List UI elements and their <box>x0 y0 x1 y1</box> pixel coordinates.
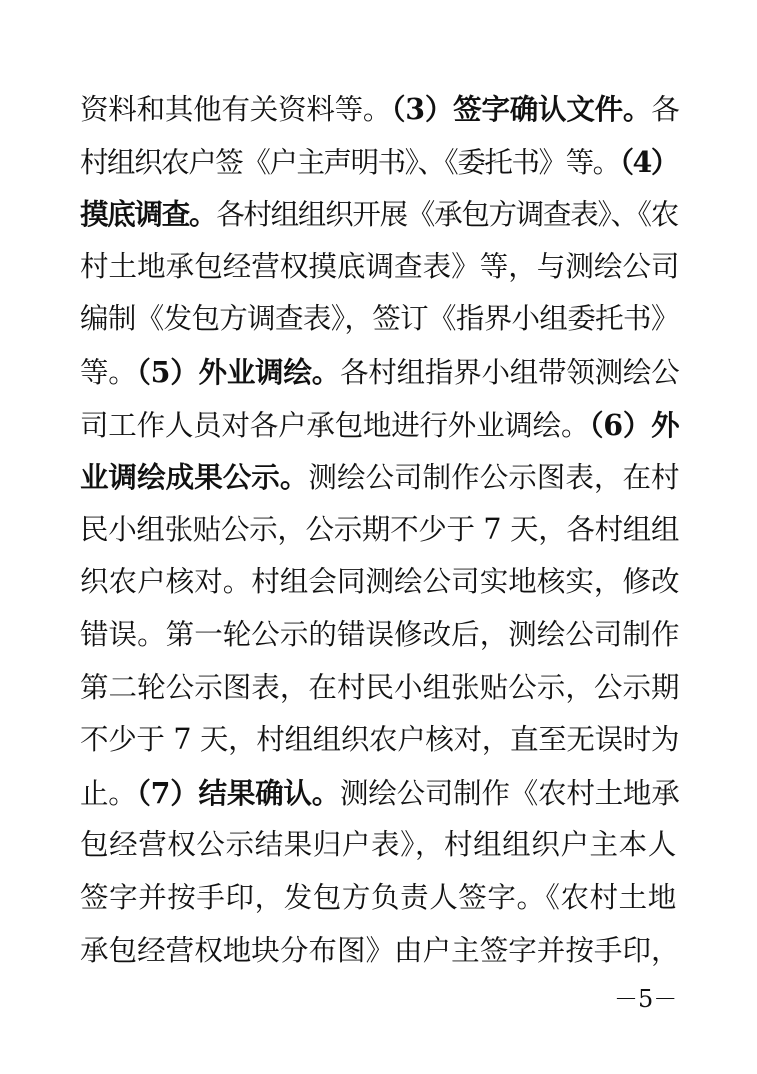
text-line <box>80 405 680 445</box>
text-segment: 民小组张贴公示，公示期不少于 7 天，各村组组 <box>80 512 680 546</box>
text-segment: 织农户核对。村组会同测绘公司实地核实，修改 <box>80 565 680 599</box>
text-line <box>80 352 680 392</box>
text-segment: 第二轮公示图表，在村民小组张贴公示，公示期 <box>80 670 680 704</box>
bold-text-segment: （6）外 <box>589 407 680 442</box>
text-line <box>80 931 680 971</box>
text-segment: 各村组组织开展《承包方调查表》、《农 <box>216 198 678 232</box>
text-segment: 村组织农户签《户主声明书》、《委托书》等。 <box>80 145 620 179</box>
text-segment: 等。 <box>80 356 137 389</box>
text-segment: 止。 <box>80 776 137 810</box>
bold-text-segment: 摸底调查。 <box>80 197 217 232</box>
bold-text-segment: （3）签字确认文件。 <box>391 92 652 126</box>
text-line <box>80 878 680 918</box>
text-segment: 承包经营权地块分布图》由户主签字并按手印， <box>80 933 680 967</box>
bold-text-segment: （5）外业调绘。 <box>136 355 340 389</box>
bold-text-segment: 业调绘成果公示。 <box>80 460 309 495</box>
text-line <box>80 194 680 234</box>
text-line <box>80 247 680 287</box>
text-line <box>80 142 680 182</box>
text-segment: 测绘公司制作《农村土地承 <box>340 776 680 810</box>
text-segment: 错误。第一轮公示的错误修改后，测绘公司制作 <box>80 618 680 651</box>
text-line <box>80 89 680 129</box>
text-segment: 不少于 7 天，村组组织农户核对，直至无误时为 <box>80 723 680 757</box>
text-segment: 各 <box>651 93 680 126</box>
text-segment: 各村组指界小组带领测绘公 <box>340 356 680 389</box>
text-segment: 司工作人员对各户承包地进行外业调绘。 <box>80 408 590 442</box>
text-line <box>80 457 680 497</box>
text-segment: 测绘公司制作公示图表，在村 <box>308 461 680 495</box>
text-line <box>80 299 680 339</box>
bold-text-segment: （4） <box>619 144 678 179</box>
text-segment: 村土地承包经营权摸底调查表》等，与测绘公司 <box>80 249 680 283</box>
text-segment: 编制《发包方调查表》，签订《指界小组委托书》 <box>80 302 679 336</box>
bold-text-segment: （7）结果确认。 <box>136 775 340 810</box>
text-line <box>80 562 680 602</box>
text-line <box>80 668 680 708</box>
text-line <box>80 773 680 813</box>
text-segment: 包经营权公示结果归户表》，村组组织户主本人 <box>80 828 677 862</box>
text-segment: 签字并按手印，发包方负责人签字。《农村土地 <box>80 881 677 914</box>
text-line <box>80 510 680 550</box>
text-line <box>80 720 680 760</box>
page-number: －5－ <box>614 985 678 1013</box>
text-line <box>80 825 680 865</box>
text-segment: 资料和其他有关资料等。 <box>80 93 392 126</box>
text-line <box>80 615 680 655</box>
